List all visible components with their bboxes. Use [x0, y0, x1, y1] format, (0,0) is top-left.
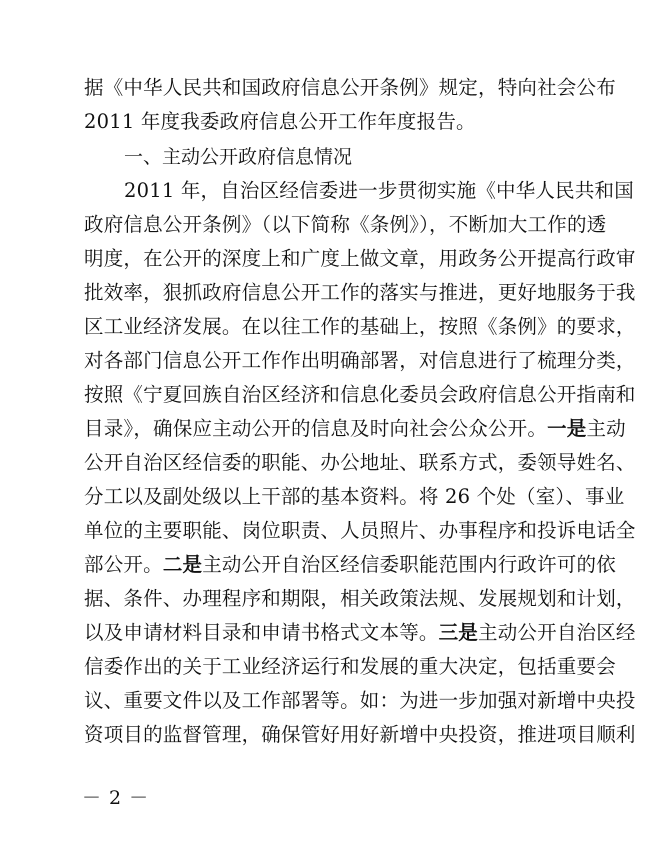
body-text-segment: 目录》，确保应主动公开的信息及时向社会公众公开。 — [84, 417, 548, 440]
body-text-line — [84, 412, 626, 446]
emphasis-third: 三是 — [438, 621, 479, 644]
body-text-line: 单位的主要职能、岗位职责、人员照片、办事程序和投诉电话全 — [84, 519, 636, 542]
body-text-line: 信委作出的关于工业经济运行和发展的重大决定，包括重要会 — [84, 655, 616, 678]
body-text-line: 分工以及副处级以上干部的基本资料。将 26 个处（室）、事业 — [84, 485, 625, 508]
body-text-segment: 以及申请材料目录和申请书格式文本等。 — [84, 621, 439, 644]
body-text-line: 公开自治区经信委的职能、办公地址、联系方式，委领导姓名、 — [84, 451, 636, 474]
body-text-line: 2011 年度我委政府信息公开工作年度报告。 — [84, 110, 476, 133]
body-text-line: 2011 年，自治区经信委进一步贯彻实施《中华人民共和国 — [124, 179, 634, 202]
body-text-line: 按照《宁夏回族自治区经济和信息化委员会政府信息公开指南和 — [84, 383, 636, 406]
body-text-line: 议、重要文件以及工作部署等。如：为进一步加强对新增中央投 — [84, 689, 636, 712]
body-text-line: 对各部门信息公开工作作出明确部署，对信息进行了梳理分类， — [84, 349, 636, 372]
body-text-line: 政府信息公开条例》（以下简称《条例》），不断加大工作的透 — [84, 213, 607, 236]
page-number: － 2 － — [82, 787, 150, 809]
body-text-line — [84, 548, 616, 582]
body-text-segment: 部公开。 — [84, 553, 163, 576]
body-text-segment: 主动公开自治区经信委职能范围内行政许可的依 — [202, 553, 616, 576]
emphasis-second: 二是 — [162, 553, 203, 576]
body-text-line: 批效率，狠抓政府信息公开工作的落实与推进，更好地服务于我 — [84, 281, 636, 304]
body-text-line: 据《中华人民共和国政府信息公开条例》规定，特向社会公布 — [84, 76, 616, 99]
section-heading: 一、主动公开政府信息情况 — [124, 146, 353, 168]
body-text-segment: 主动 — [586, 417, 626, 440]
body-text-segment: 主动公开自治区经 — [478, 621, 636, 644]
body-text-line: 据、条件、办理程序和期限，相关政策法规、发展规划和计划， — [84, 587, 636, 610]
body-text-line: 区工业经济发展。在以往工作的基础上，按照《条例》的要求， — [84, 315, 636, 338]
body-text-line: 资项目的监督管理，确保管好用好新增中央投资，推进项目顺利 — [84, 723, 636, 746]
body-text-line: 明度，在公开的深度上和广度上做文章，用政务公开提高行政审 — [84, 247, 636, 270]
body-text-line — [84, 616, 636, 650]
emphasis-first: 一是 — [547, 417, 587, 440]
